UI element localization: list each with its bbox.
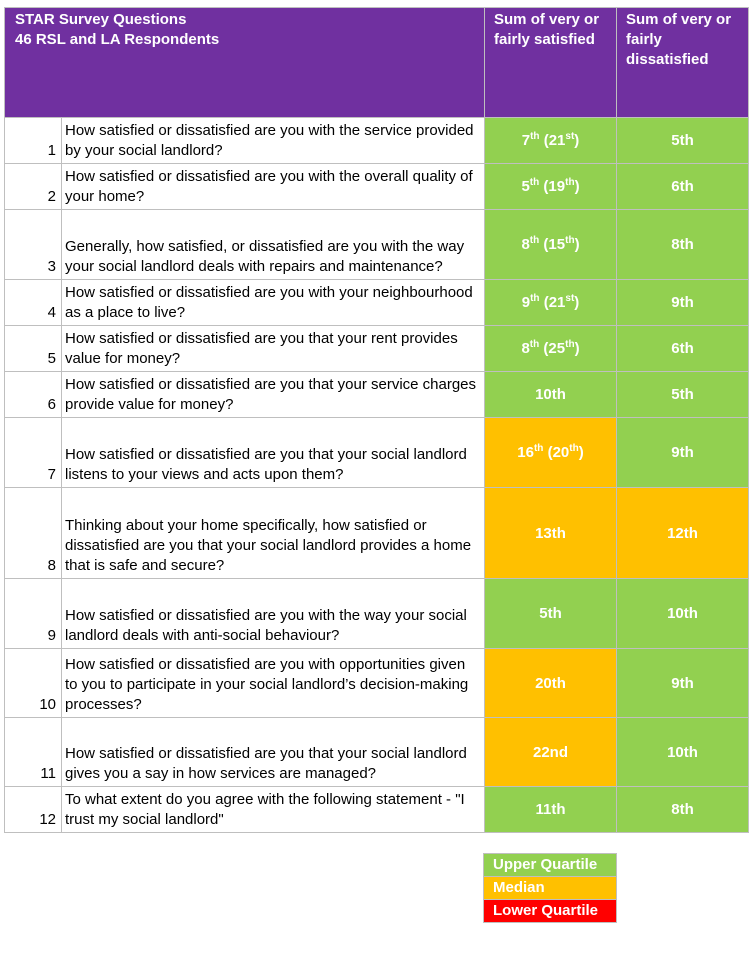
column-header-dissatisfied: Sum of very or fairly dissatisfied	[617, 8, 749, 118]
rank-text: 5th	[539, 605, 562, 622]
question-text: How satisfied or dissatisfied are you that your social landlord listens to your views and acts upon them?	[62, 418, 485, 488]
table-row	[5, 418, 749, 488]
question-text: Thinking about your home specifically, how satisfied or dissatisfied are you that your social landlord provides a home that is safe and secure?	[62, 488, 485, 579]
satisfied-rank	[485, 326, 617, 372]
question-number: 2	[5, 164, 62, 210]
question-number: 10	[5, 649, 62, 718]
rank-text: (21	[539, 294, 566, 311]
rank-text: 16	[517, 444, 534, 461]
rank-text: 20th	[535, 674, 566, 692]
rank-suffix: th	[533, 443, 544, 454]
dissatisfied-rank: 8th	[617, 787, 749, 833]
question-number: 9	[5, 579, 62, 649]
question-text: How satisfied or dissatisfied are you with opportunities given to you to participate in your social landlord’s decision-making processes?	[62, 649, 485, 718]
dissatisfied-rank: 6th	[617, 326, 749, 372]
rank-text: (19	[539, 178, 566, 195]
question-number: 7	[5, 418, 62, 488]
question-text: How satisfied or dissatisfied are you that your social landlord gives you a say in how services are managed?	[62, 718, 485, 787]
dissatisfied-rank: 10th	[617, 579, 749, 649]
rank-text: )	[574, 340, 580, 357]
satisfied-rank	[485, 164, 617, 210]
question-number: 8	[5, 488, 62, 579]
table-row	[5, 649, 749, 718]
table-row	[5, 488, 749, 579]
question-number: 11	[5, 718, 62, 787]
rank-text: )	[574, 294, 580, 311]
table-row	[5, 372, 749, 418]
rank-text: 5	[521, 178, 530, 195]
rank-suffix: th	[530, 293, 540, 304]
rank-text: (20	[543, 444, 570, 461]
title-line-1: STAR Survey Questions	[15, 11, 187, 28]
header-row	[5, 8, 749, 118]
satisfied-rank	[485, 718, 617, 787]
rank-text: )	[578, 444, 584, 461]
rank-suffix: st	[565, 131, 575, 142]
table-row	[5, 326, 749, 372]
rank-text: 11th	[535, 801, 566, 818]
title-line-2: 46 RSL and LA Respondents	[15, 31, 220, 48]
satisfied-rank	[485, 418, 617, 488]
dissatisfied-rank: 5th	[617, 372, 749, 418]
rank-suffix: th	[529, 339, 540, 350]
rank-suffix: th	[569, 443, 579, 454]
rank-suffix: th	[529, 235, 540, 246]
question-text: Generally, how satisfied, or dissatisfied are you with the way your social landlord deals with repairs and maintenance?	[62, 210, 485, 280]
question-text: How satisfied or dissatisfied are you that your rent provides value for money?	[62, 326, 485, 372]
dissatisfied-rank: 9th	[617, 280, 749, 326]
dissatisfied-rank: 9th	[617, 418, 749, 488]
rank-text: )	[574, 132, 580, 149]
rank-text: (21	[539, 132, 566, 149]
rank-text: 9	[521, 294, 531, 311]
rank-suffix: th	[565, 177, 575, 188]
rank-text: 13th	[535, 524, 566, 542]
dissatisfied-rank: 12th	[617, 488, 749, 579]
rank-text: 7	[521, 132, 531, 149]
dissatisfied-rank: 10th	[617, 718, 749, 787]
satisfied-rank	[485, 649, 617, 718]
table-row	[5, 718, 749, 787]
table-row	[5, 118, 749, 164]
legend-lower-quartile: Lower Quartile	[484, 900, 617, 923]
rank-suffix: st	[565, 293, 575, 304]
dissatisfied-rank: 8th	[617, 210, 749, 280]
table-row	[5, 787, 749, 833]
satisfied-rank	[485, 579, 617, 649]
rank-text: )	[574, 178, 580, 195]
dissatisfied-rank: 5th	[617, 118, 749, 164]
rank-text: (15	[539, 236, 566, 253]
rank-text: 22nd	[533, 743, 569, 761]
rank-suffix: th	[565, 235, 575, 246]
dissatisfied-rank: 6th	[617, 164, 749, 210]
question-text: How satisfied or dissatisfied are you with the service provided by your social landlord?	[62, 118, 485, 164]
rank-suffix: th	[529, 177, 540, 188]
question-number: 12	[5, 787, 62, 833]
question-number: 6	[5, 372, 62, 418]
rank-suffix: th	[530, 131, 540, 142]
table-title	[5, 8, 485, 118]
legend-upper-quartile: Upper Quartile	[484, 854, 617, 877]
satisfied-rank	[485, 210, 617, 280]
satisfied-rank	[485, 787, 617, 833]
question-text: How satisfied or dissatisfied are you that your service charges provide value for money?	[62, 372, 485, 418]
satisfied-rank	[485, 118, 617, 164]
question-number: 5	[5, 326, 62, 372]
question-number: 1	[5, 118, 62, 164]
rank-text: 8	[521, 236, 530, 253]
star-survey-table	[4, 7, 749, 833]
column-header-satisfied: Sum of very or fairly satisfied	[485, 8, 617, 118]
table-row	[5, 280, 749, 326]
rank-text: (25	[539, 340, 566, 357]
table-row	[5, 579, 749, 649]
question-text: To what extent do you agree with the following statement - "I trust my social landlord"	[62, 787, 485, 833]
question-text: How satisfied or dissatisfied are you with the way your social landlord deals with anti-social behaviour?	[62, 579, 485, 649]
question-number: 4	[5, 280, 62, 326]
table-row	[5, 210, 749, 280]
legend-median: Median	[484, 877, 617, 900]
question-number: 3	[5, 210, 62, 280]
quartile-legend	[483, 853, 617, 923]
rank-text: )	[574, 236, 580, 253]
satisfied-rank	[485, 372, 617, 418]
rank-text: 8	[521, 340, 530, 357]
rank-text: 10th	[535, 386, 566, 403]
question-text: How satisfied or dissatisfied are you with your neighbourhood as a place to live?	[62, 280, 485, 326]
table-row	[5, 164, 749, 210]
satisfied-rank	[485, 280, 617, 326]
dissatisfied-rank: 9th	[617, 649, 749, 718]
rank-suffix: th	[565, 339, 575, 350]
satisfied-rank	[485, 488, 617, 579]
question-text: How satisfied or dissatisfied are you with the overall quality of your home?	[62, 164, 485, 210]
